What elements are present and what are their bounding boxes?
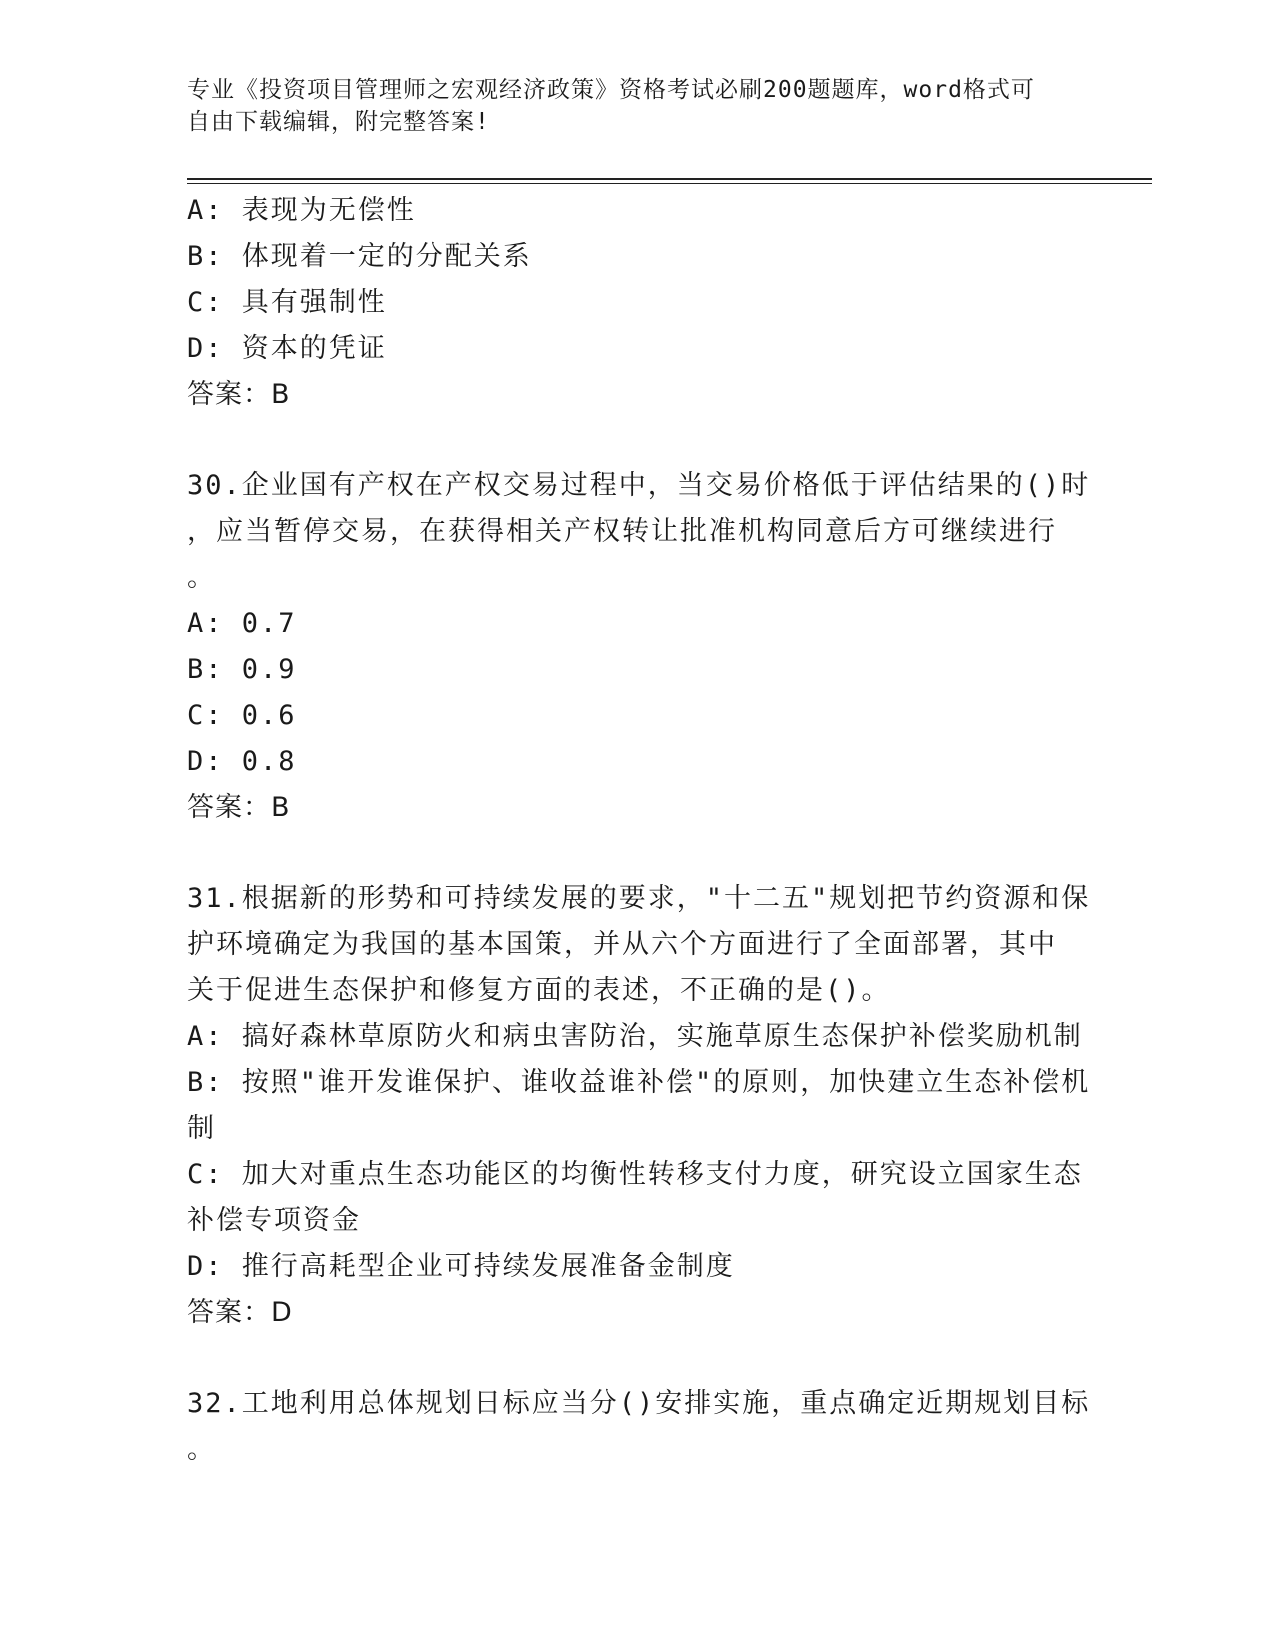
question-30-block — [187, 463, 1091, 831]
q31-option-d: D: 推行高耗型企业可持续发展准备金制度 — [187, 1251, 735, 1282]
q30-option-c: C: 0.6 — [187, 700, 297, 731]
spacer — [187, 418, 1077, 463]
document-body — [187, 188, 1091, 1473]
question-29-block — [187, 188, 1077, 418]
q30-option-b: B: 0.9 — [187, 654, 297, 685]
q31-stem-line-2: 护环境确定为我国的基本国策，并从六个方面进行了全面部署，其中 — [187, 929, 1057, 960]
q29-answer: 答案：B — [187, 379, 291, 410]
q31-answer: 答案：D — [187, 1297, 293, 1328]
q29-option-c: C: 具有强制性 — [187, 287, 387, 318]
spacer — [187, 831, 1077, 876]
header-divider-thick — [187, 178, 1152, 180]
q31-stem-line-1: 31.根据新的形势和可持续发展的要求，"十二五"规划把节约资源和保 — [187, 883, 1091, 914]
q30-stem-line-1: 30.企业国有产权在产权交易过程中，当交易价格低于评估结果的()时 — [187, 470, 1091, 501]
q30-option-d: D: 0.8 — [187, 746, 297, 777]
q31-option-a: A: 搞好森林草原防火和病虫害防治，实施草原生态保护补偿奖励机制 — [187, 1021, 1083, 1052]
q29-option-b: B: 体现着一定的分配关系 — [187, 241, 532, 272]
q30-stem-line-2: ，应当暂停交易，在获得相关产权转让批准机构同意后方可继续进行 — [187, 516, 1057, 547]
q30-option-a: A: 0.7 — [187, 608, 297, 639]
q31-option-c-line-2: 补偿专项资金 — [187, 1205, 361, 1236]
question-31-block — [187, 876, 1091, 1336]
q31-option-b-line-2: 制 — [187, 1113, 216, 1144]
q30-stem-line-3: 。 — [187, 562, 216, 593]
q29-option-a: A: 表现为无偿性 — [187, 195, 416, 226]
header-line-1: 专业《投资项目管理师之宏观经济政策》资格考试必刷200题题库，word格式可 — [187, 77, 1035, 103]
document-header — [187, 74, 1087, 138]
q32-stem-line-2: 。 — [187, 1434, 216, 1465]
q32-stem-line-1: 32.工地利用总体规划日标应当分()安排实施，重点确定近期规划目标 — [187, 1388, 1091, 1419]
spacer — [187, 1336, 1077, 1381]
q30-answer: 答案：B — [187, 792, 291, 823]
q31-option-b-line-1: B: 按照"谁开发谁保护、谁收益谁补偿"的原则，加快建立生态补偿机 — [187, 1067, 1091, 1098]
header-line-2: 自由下载编辑，附完整答案! — [187, 109, 490, 135]
question-32-block — [187, 1381, 1091, 1473]
q29-option-d: D: 资本的凭证 — [187, 333, 387, 364]
q31-option-c-line-1: C: 加大对重点生态功能区的均衡性转移支付力度，研究设立国家生态 — [187, 1159, 1083, 1190]
header-divider-thin — [187, 183, 1152, 184]
q31-stem-line-3: 关于促进生态保护和修复方面的表述，不正确的是()。 — [187, 975, 891, 1006]
